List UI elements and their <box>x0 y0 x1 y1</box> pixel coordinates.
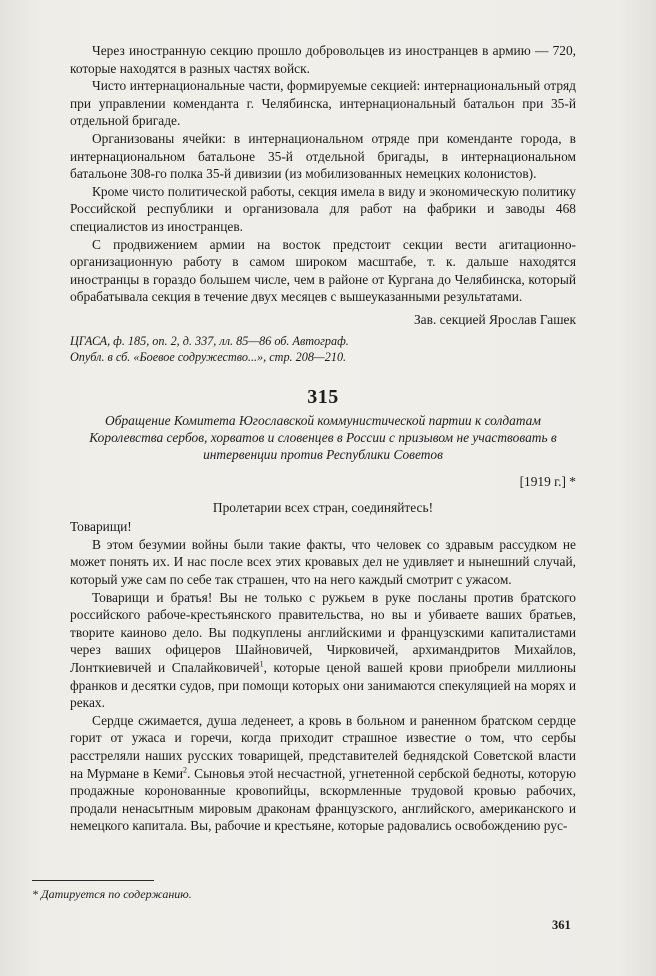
document-title: Обращение Комитета Югославской коммунистической партии к солдатам Королевства сербов, хорватов и словенцев в России с призывом не участвовать в интервенции против Республики Советов <box>89 413 557 463</box>
body-paragraph-brothers <box>70 589 576 712</box>
source-line-published: Опубл. в сб. «Боевое содружество...», стр. 208—210. <box>70 349 347 364</box>
paragraph-volunteers: Через иностранную секцию прошло добровольцев из иностранцев в армию — 720, которые находятся в разных частях войск. <box>70 43 576 76</box>
body-paragraph-heart-text-b: . Сыновья этой несчастной, угнетенной сербской бедноты, которую продажные коронованные кровопийцы, вскормленные трудовой кровью рабочих, продали ненасытным мировым драконам французского, английского, американского и немецкого капитала. Вы, рабочие и крестьяне, которые радовались освобождению рус- <box>70 765 576 834</box>
greeting: Товарищи! <box>70 519 132 535</box>
paragraph-advance-east: С продвижением армии на восток предстоит секции вести агитационно-организационную работу в самом широком масштабе, т. к. дальше находятся иностранцы в гораздо большем числе, чем в районе от Кургана до Челябинска, который обрабатывала секция в течение двух месяцев с вышеуказанными результатами. <box>70 236 576 305</box>
document-date: [1919 г.] * <box>519 474 576 490</box>
page-number: 361 <box>552 918 571 932</box>
source-line-archive: ЦГАСА, ф. 185, оп. 2, д. 337, лл. 85—86 об. Автограф. <box>70 333 349 348</box>
body-paragraph-heart-text-a: Сердце сжимается, душа леденеет, а кровь в больном и раненном братском сердце горит от ужаса и горечи, когда приходит страшное известие о том, что сербы расстреляли наших русских товарищей, представителей беднядской Советской власти на Мурмане в Кеми <box>70 712 576 781</box>
text-column <box>70 42 576 835</box>
document-number: 315 <box>307 385 339 408</box>
footnote-divider <box>32 880 154 881</box>
footnote-marker-1: 1 <box>259 659 264 669</box>
slogan: Пролетарии всех стран, соединяйтесь! <box>212 499 434 515</box>
paragraph-international-units: Чисто интернациональные части, формируемые секцией: интернациональный отряд при управлении коменданта г. Челябинска, интернациональный батальон при 35-й отдельной бригаде. <box>70 78 576 129</box>
signature: Зав. секцией Ярослав Гашек <box>413 311 576 327</box>
archive-source <box>70 333 576 365</box>
paragraph-economic-policy: Кроме чисто политической работы, секция имела в виду и экономическую политику Российской республики и организовала для работ на фабрики и заводы 468 специалистов из иностранцев. <box>70 183 576 234</box>
body-paragraph-madness: В этом безумии войны были такие факты, что человек со здравым рассудком не может понять их. И нас после всех этих кровавых дел не удивляет и нынешний случай, который уже сам по себе так страшен, что на него каждый смотрит с ужасом. <box>70 536 576 588</box>
footnote: * Датируется по содержанию. <box>32 887 192 901</box>
footnote-marker-2: 2 <box>183 765 187 775</box>
body-paragraph-brothers-text-b: , которые ценой вашей крови приобрели миллионы франков и десятки судов, при помощи которых они занимаются спекуляцией на морях и реках. <box>70 660 576 711</box>
body-paragraph-heart <box>70 712 576 835</box>
paragraph-cells: Организованы ячейки: в интернациональном отряде при коменданте города, в интернациональном батальоне 35-й отдельной бригады, в интернациональном батальоне 308-го полка 35-й дивизии (из мобилизованных немецких колонистов). <box>70 130 576 182</box>
body-paragraph-brothers-text-a: Товарищи и братья! Вы не только с ружьем в руке посланы против братского российского рабоче-крестьянского правительства, но вы и убиваете ваших братьев, творите каиново дело. Вы подкуплены английскими и французскими капиталистами через ваших офицеров Шайновичей, Чирковичей, архимандритов Михайлов, Лонткиевичей и Спалайковичей <box>70 589 576 676</box>
